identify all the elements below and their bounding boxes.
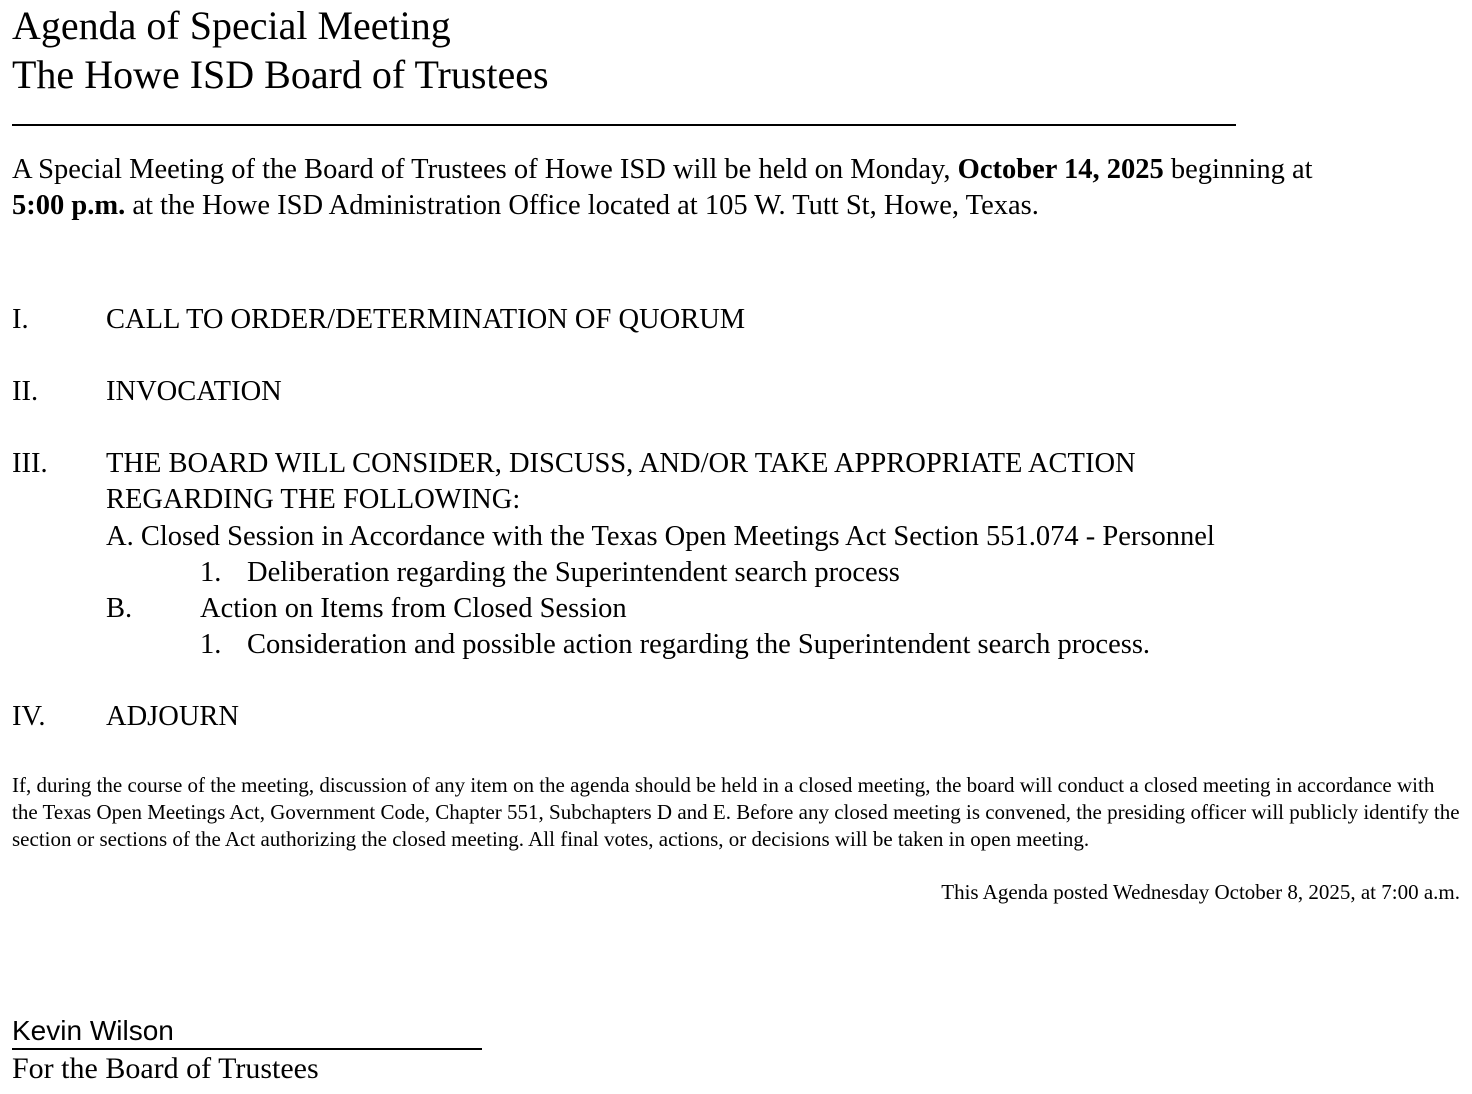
signature-name: Kevin Wilson bbox=[12, 1014, 482, 1050]
meeting-date: October 14, 2025 bbox=[957, 154, 1164, 185]
meeting-location: at the Howe ISD Administration Office located at 105 W. Tutt St, Howe, Texas. bbox=[125, 190, 1039, 221]
meeting-time: 5:00 p.m. bbox=[12, 190, 126, 221]
subitem-deliberation: Deliberation regarding the Superintendent search process bbox=[247, 557, 900, 588]
subitem-letter: B. bbox=[106, 593, 133, 624]
agenda-item-number: I. bbox=[12, 304, 29, 335]
agenda-item-invocation: INVOCATION bbox=[106, 376, 282, 407]
agenda-item-board-action: THE BOARD WILL CONSIDER, DISCUSS, AND/OR TAKE APPROPRIATE ACTION bbox=[106, 448, 1136, 479]
agenda-item-number: III. bbox=[12, 448, 48, 479]
intro-text: A Special Meeting of the Board of Trustees of Howe ISD will be held on Monday, bbox=[12, 154, 958, 185]
meeting-intro-line2 bbox=[12, 188, 1039, 224]
document-subtitle: The Howe ISD Board of Trustees bbox=[12, 52, 549, 97]
agenda-item-adjourn: ADJOURN bbox=[106, 701, 240, 732]
agenda-item-board-action-cont: REGARDING THE FOLLOWING: bbox=[106, 484, 521, 515]
meeting-intro-line1 bbox=[12, 152, 1313, 188]
intro-text: beginning at bbox=[1163, 154, 1313, 185]
posted-timestamp: This Agenda posted Wednesday October 8, 2025, at 7:00 a.m. bbox=[941, 880, 1460, 904]
closed-meeting-notice: If, during the course of the meeting, discussion of any item on the agenda should be held in a closed meeting, the board will conduct a closed meeting in accordance with the Texas Open Meetings Act, Government Code, Chapter 551, Subchapters D and E. Before any closed meeting is convened, the presiding officer will publicly identify the section or sections of the Act authorizing the closed meeting. All final votes, actions, or decisions will be taken in open meeting. bbox=[12, 773, 1460, 851]
agenda-item-number: IV. bbox=[12, 701, 46, 732]
title-divider bbox=[12, 124, 1236, 126]
subitem-closed-session: A. Closed Session in Accordance with the Texas Open Meetings Act Section 551.074 - Personnel bbox=[106, 521, 1215, 552]
signature-role: For the Board of Trustees bbox=[12, 1052, 319, 1085]
subitem-consideration: Consideration and possible action regarding the Superintendent search process. bbox=[247, 629, 1151, 660]
subitem-number: 1. bbox=[200, 629, 222, 660]
agenda-item-number: II. bbox=[12, 376, 39, 407]
document-title: Agenda of Special Meeting bbox=[12, 3, 451, 48]
agenda-item-call-to-order: CALL TO ORDER/DETERMINATION OF QUORUM bbox=[106, 304, 746, 335]
subitem-number: 1. bbox=[200, 557, 222, 588]
subitem-action-closed-session: Action on Items from Closed Session bbox=[200, 593, 627, 624]
